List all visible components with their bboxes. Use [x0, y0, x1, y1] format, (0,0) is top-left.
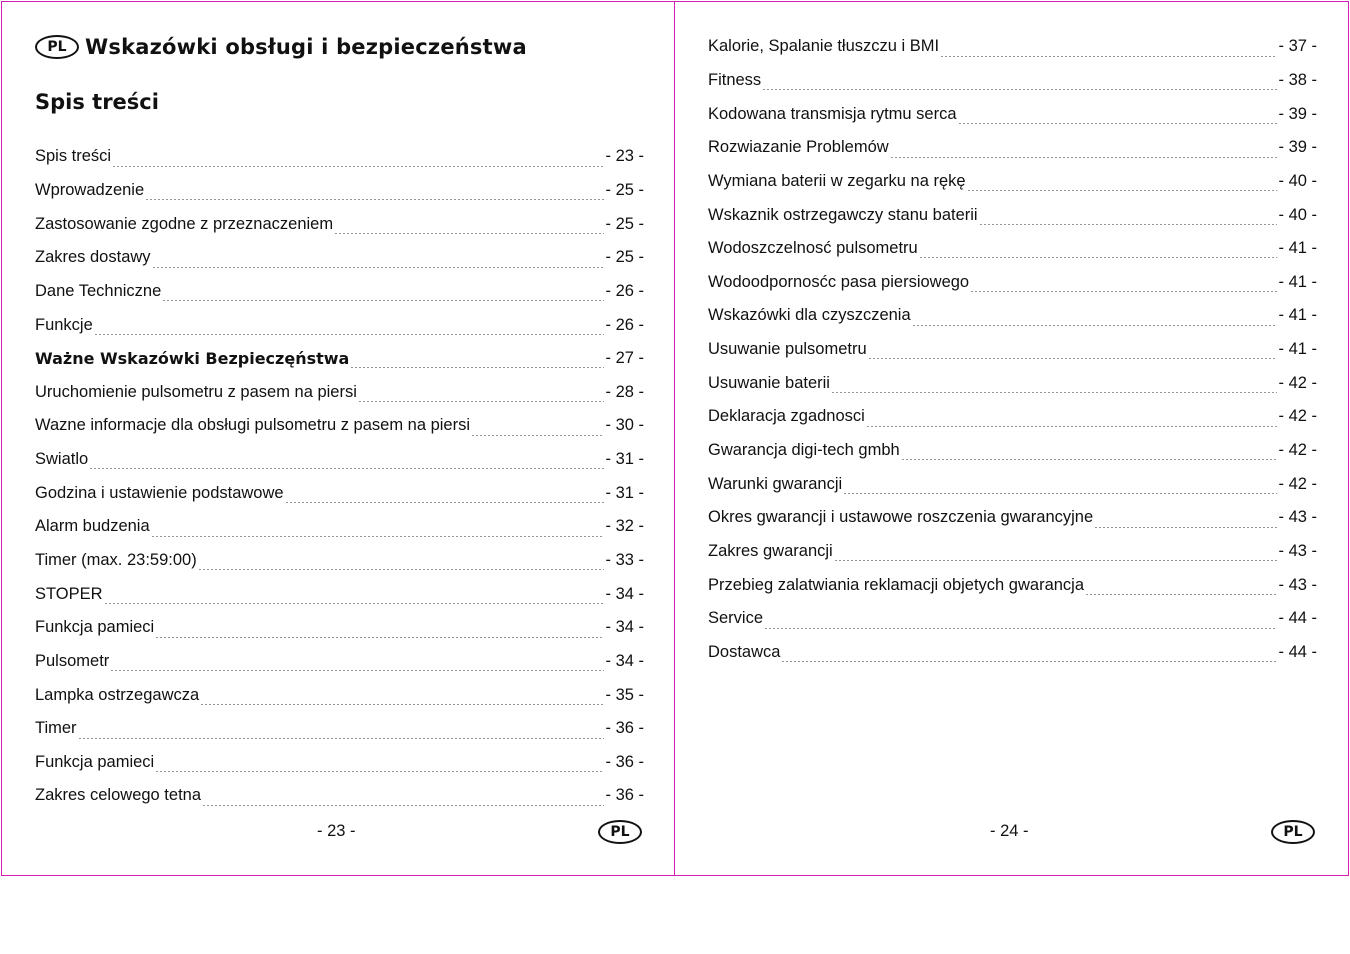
toc-entry-label: Pulsometr [35, 651, 110, 670]
toc-entry-label: Zastosowanie zgodne z przeznaczeniem [35, 214, 334, 233]
toc-entry-label: Przebieg zalatwiania reklamacji objetych gwarancja [708, 575, 1085, 594]
toc-entry-page: - 25 - [605, 248, 644, 267]
toc-entry[interactable] [35, 476, 644, 510]
toc-entry-label: Deklaracja zgadnosci [708, 407, 865, 426]
page-header [35, 35, 527, 59]
toc-entry-page: - 36 - [605, 786, 644, 805]
toc-entry-page: - 25 - [605, 214, 644, 233]
dot-leader [1085, 580, 1277, 602]
toc-entry-label: Zakres dostawy [35, 248, 151, 267]
toc-entry-label: Okres gwarancji i ustawowe roszczenia gwarancyjne [708, 508, 1094, 527]
page-number: - 24 - [990, 822, 1029, 840]
toc-entry-label: Funkcja pamieci [35, 618, 155, 637]
dot-leader [834, 546, 1278, 568]
toc-entry-page: - 31 - [605, 450, 644, 469]
toc-entry-label: Kalorie, Spalanie tłuszczu i BMI [708, 37, 940, 56]
toc-entry-label: Zakres gwarancji [708, 541, 833, 560]
footer-language-badge: PL [1271, 820, 1315, 844]
dot-leader [198, 555, 605, 577]
dot-leader [1094, 513, 1277, 535]
dot-leader [334, 219, 604, 241]
dot-leader [112, 152, 604, 174]
toc-entry[interactable] [708, 30, 1317, 64]
toc-entry-label: Funkcja pamieci [35, 752, 155, 771]
toc-entry-page: - 23 - [605, 147, 644, 166]
language-badge: PL [35, 35, 79, 59]
dot-leader [89, 454, 604, 476]
toc-entry[interactable] [35, 712, 644, 746]
toc-entry-page: - 42 - [1278, 373, 1317, 392]
toc-entry[interactable] [708, 198, 1317, 232]
toc-entry-page: - 35 - [605, 685, 644, 704]
toc-entry-label: Usuwanie pulsometru [708, 340, 867, 359]
table-of-contents-continued [708, 30, 1317, 669]
toc-entry-page: - 42 - [1278, 441, 1317, 459]
toc-entry-page: - 43 - [1278, 508, 1317, 527]
dot-leader [762, 75, 1277, 97]
toc-entry-label: Rozwiazanie Problemów [708, 138, 889, 157]
dot-leader [202, 791, 604, 813]
toc-entry-label: Godzina i ustawienie podstawowe [35, 483, 284, 502]
toc-entry[interactable] [35, 140, 644, 174]
toc-entry-page: - 33 - [605, 551, 644, 569]
toc-entry-label: Kodowana transmisja rytmu serca [708, 104, 957, 123]
toc-entry[interactable] [35, 308, 644, 342]
dot-leader [868, 344, 1278, 366]
dot-leader [843, 479, 1277, 501]
toc-entry[interactable] [708, 97, 1317, 131]
toc-entry[interactable] [708, 333, 1317, 367]
toc-entry-page: - 32 - [605, 517, 644, 536]
toc-entry-page: - 36 - [605, 752, 644, 771]
toc-entry-page: - 44 - [1278, 609, 1317, 628]
toc-entry-label: Swiatlo [35, 450, 89, 469]
toc-entry[interactable] [708, 265, 1317, 299]
toc-entry[interactable] [35, 275, 644, 309]
toc-entry-page: - 30 - [605, 416, 644, 435]
toc-entry[interactable] [35, 375, 644, 409]
toc-entry-label: Wodoszczelnosć pulsometru [708, 239, 918, 258]
toc-entry-label: Timer (max. 23:59:00) [35, 551, 197, 569]
left-page [1, 1, 675, 876]
toc-entry-page: - 27 - [605, 349, 644, 368]
toc-entry[interactable] [35, 510, 644, 544]
toc-entry[interactable] [35, 241, 644, 275]
toc-entry-page: - 42 - [1278, 407, 1317, 426]
toc-entry-page: - 43 - [1278, 575, 1317, 594]
dot-leader [979, 210, 1278, 232]
toc-entry-label: Warunki gwarancji [708, 474, 843, 493]
toc-entry[interactable] [35, 645, 644, 679]
dot-leader [866, 412, 1278, 434]
toc-entry-page: - 34 - [605, 618, 644, 637]
dot-leader [200, 690, 604, 712]
toc-entry[interactable] [35, 779, 644, 813]
dot-leader [94, 320, 605, 342]
toc-entry-page: - 39 - [1278, 104, 1317, 123]
toc-entry[interactable] [35, 409, 644, 443]
toc-entry-page: - 41 - [1278, 306, 1317, 325]
toc-entry-label: Dostawca [708, 642, 781, 661]
toc-entry-label: Wymiana baterii w zegarku na rękę [708, 171, 966, 190]
toc-entry[interactable] [35, 207, 644, 241]
toc-entry-label: Gwarancja digi-tech gmbh [708, 441, 900, 459]
toc-entry[interactable] [35, 443, 644, 477]
section-title: Spis treści [35, 90, 159, 114]
toc-entry-page: - 26 - [605, 315, 644, 334]
dot-leader [831, 378, 1278, 400]
toc-entry[interactable] [35, 342, 644, 376]
toc-entry-label: Spis treści [35, 147, 112, 166]
dot-leader [901, 445, 1278, 467]
dot-leader [781, 647, 1277, 669]
dot-leader [912, 311, 1278, 333]
toc-entry-label: Fitness [708, 70, 762, 89]
toc-entry[interactable] [708, 434, 1317, 468]
toc-entry-page: - 39 - [1278, 138, 1317, 157]
dot-leader [764, 614, 1277, 636]
toc-entry-page: - 41 - [1278, 340, 1317, 359]
dot-leader [890, 143, 1278, 165]
toc-entry-page: - 26 - [605, 281, 644, 300]
toc-entry-page: - 37 - [1278, 37, 1317, 56]
toc-entry[interactable] [708, 232, 1317, 266]
toc-entry-label: Timer [35, 719, 77, 738]
table-of-contents [35, 140, 644, 813]
toc-entry-page: - 34 - [605, 584, 644, 603]
toc-entry-page: - 28 - [605, 382, 644, 401]
right-page [674, 1, 1349, 876]
toc-entry[interactable] [35, 746, 644, 780]
toc-entry[interactable] [708, 535, 1317, 569]
toc-entry-label: Wodoodpornosćc pasa piersiowego [708, 272, 970, 291]
toc-entry[interactable] [35, 544, 644, 578]
dot-leader [104, 589, 605, 611]
toc-entry[interactable] [708, 165, 1317, 199]
toc-entry-page: - 34 - [605, 651, 644, 670]
toc-entry-page: - 38 - [1278, 70, 1317, 89]
toc-entry[interactable] [708, 366, 1317, 400]
toc-entry-label: Usuwanie baterii [708, 373, 830, 392]
toc-entry[interactable] [35, 678, 644, 712]
dot-leader [78, 724, 605, 746]
toc-entry-page: - 40 - [1278, 171, 1317, 190]
dot-leader [967, 176, 1278, 198]
toc-entry[interactable] [708, 568, 1317, 602]
toc-entry-label: Wprowadzenie [35, 180, 145, 199]
dot-leader [110, 656, 604, 678]
dot-leader [155, 757, 604, 779]
toc-entry-label: Zakres celowego tetna [35, 786, 202, 805]
toc-entry-label: Service [708, 609, 764, 628]
page-title: Wskazówki obsługi i bezpieczeństwa [85, 35, 527, 59]
toc-entry-page: - 36 - [605, 719, 644, 738]
toc-entry-label: Wazne informacje dla obsługi pulsometru z pasem na piersi [35, 416, 471, 435]
toc-entry[interactable] [708, 501, 1317, 535]
dot-leader [151, 522, 605, 544]
toc-entry[interactable] [708, 467, 1317, 501]
toc-entry-label: STOPER [35, 584, 103, 603]
toc-entry-label: Lampka ostrzegawcza [35, 685, 200, 704]
toc-entry-label: Ważne Wskazówki Bezpieczęństwa [35, 349, 350, 369]
dot-leader [970, 277, 1277, 299]
dot-leader [940, 42, 1277, 64]
toc-entry-label: Wskazówki dla czyszczenia [708, 306, 911, 325]
toc-entry-page: - 25 - [605, 180, 644, 199]
toc-entry-page: - 41 - [1278, 239, 1317, 258]
toc-entry[interactable] [708, 131, 1317, 165]
dot-leader [358, 387, 605, 409]
dot-leader [285, 488, 605, 510]
toc-entry[interactable] [708, 636, 1317, 670]
dot-leader [162, 286, 604, 308]
toc-entry-label: Dane Techniczne [35, 281, 162, 300]
toc-entry[interactable] [708, 602, 1317, 636]
dot-leader [152, 253, 605, 275]
dot-leader [350, 353, 604, 375]
toc-entry[interactable] [35, 174, 644, 208]
toc-entry-page: - 44 - [1278, 642, 1317, 661]
toc-entry-label: Uruchomienie pulsometru z pasem na piersi [35, 382, 357, 401]
dot-leader [145, 185, 604, 207]
toc-entry-label: Wskaznik ostrzegawczy stanu baterii [708, 205, 978, 224]
toc-entry-page: - 31 - [605, 483, 644, 502]
dot-leader [471, 421, 604, 443]
toc-entry[interactable] [708, 400, 1317, 434]
toc-entry-label: Funkcje [35, 315, 93, 334]
toc-entry-label: Alarm budzenia [35, 517, 150, 536]
toc-entry[interactable] [35, 611, 644, 645]
toc-entry-page: - 40 - [1278, 205, 1317, 224]
page-number: - 23 - [317, 822, 356, 840]
toc-entry-page: - 41 - [1278, 272, 1317, 291]
toc-entry[interactable] [35, 577, 644, 611]
toc-entry[interactable] [708, 299, 1317, 333]
toc-entry[interactable] [708, 64, 1317, 98]
dot-leader [155, 623, 604, 645]
footer-language-badge: PL [598, 820, 642, 844]
dot-leader [958, 109, 1278, 131]
dot-leader [919, 243, 1278, 265]
toc-entry-page: - 43 - [1278, 541, 1317, 560]
toc-entry-page: - 42 - [1278, 474, 1317, 493]
